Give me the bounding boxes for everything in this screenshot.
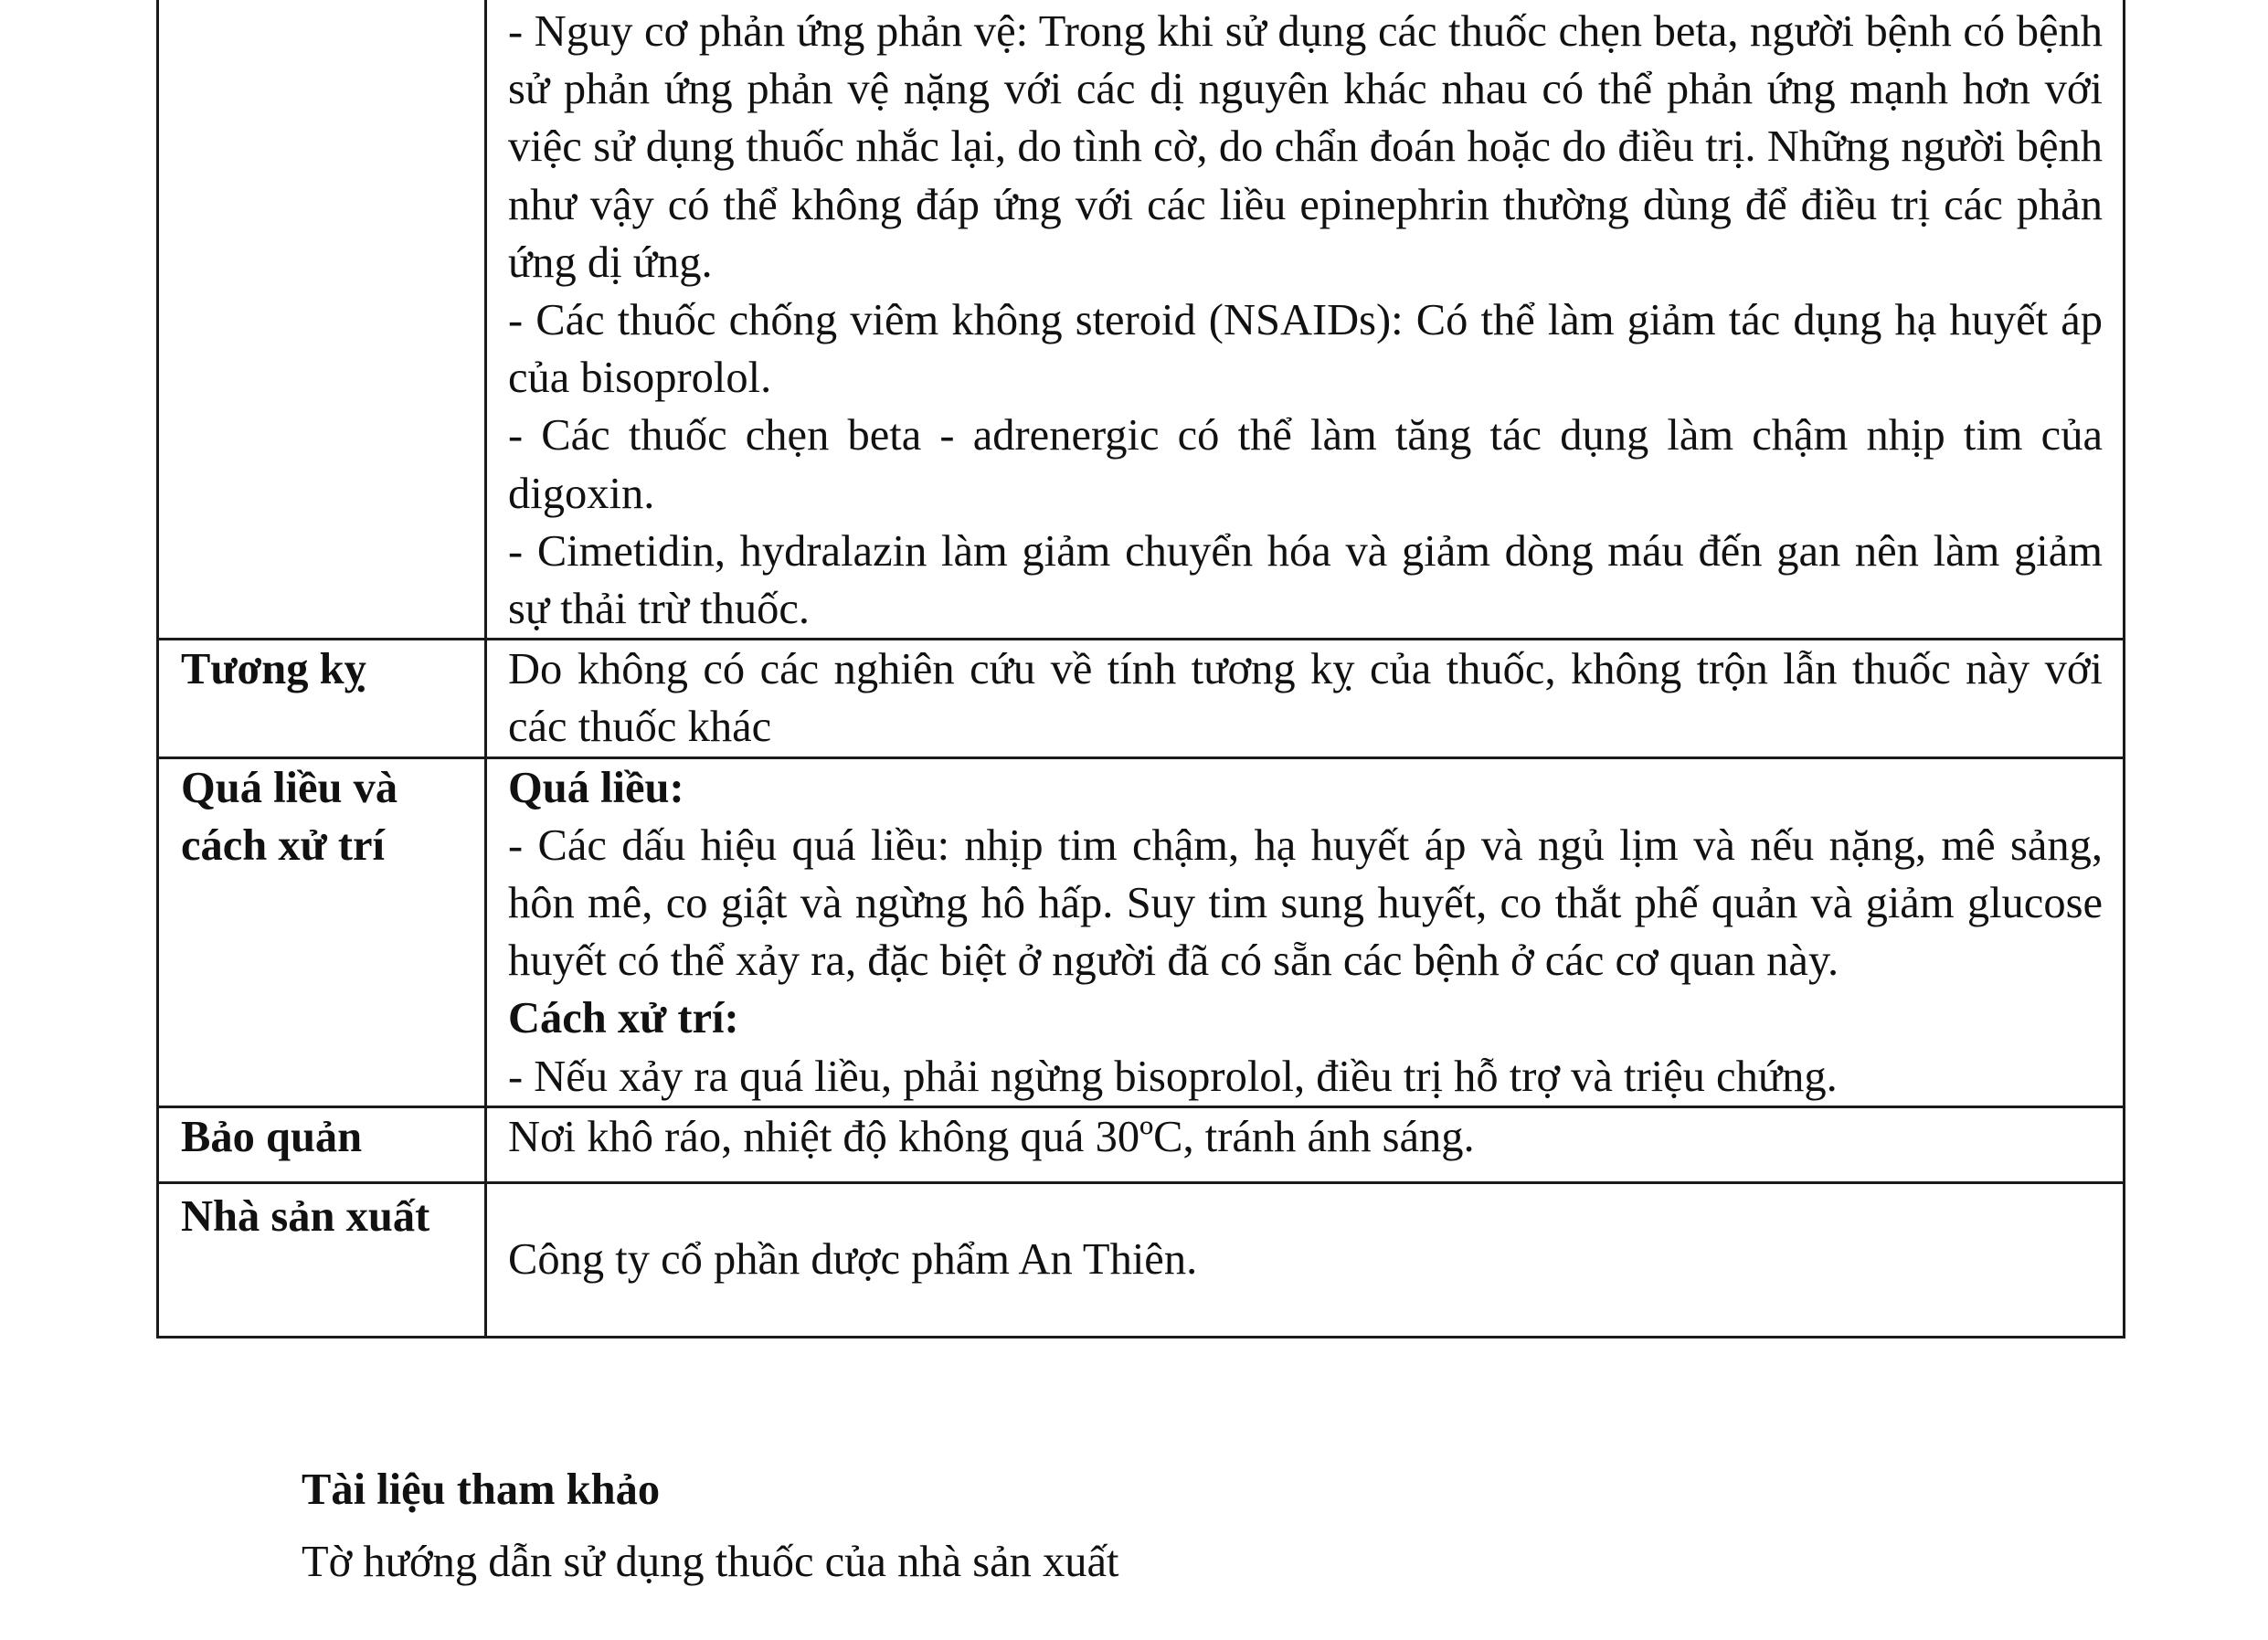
row-content-interactions xyxy=(486,0,2125,640)
overdose-heading-text: Quá liều: xyxy=(508,763,684,812)
references-section xyxy=(302,1461,1119,1591)
interaction-paragraph: - Nguy cơ phản ứng phản vệ: Trong khi sử dụng các thuốc chẹn beta, người bệnh có bệnh sử phản ứng phản vệ nặng với các dị nguyên khác nhau có thể phản ứng mạnh hơn với việc sử dụng thuốc nhắc lại, do tình cờ, do chẩn đoán hoặc do điều trị. Những người bệnh như vậy có thể không đáp ứng với các liều epinephrin thường dùng để điều trị các phản ứng dị ứng. xyxy=(508,7,2103,287)
row-content-storage xyxy=(486,1106,2125,1182)
row-content-manufacturer xyxy=(486,1182,2125,1337)
row-label-empty xyxy=(158,0,486,640)
table-row-incompatibility xyxy=(158,640,2125,757)
incompatibility-text: Do không có các nghiên cứu về tính tương kỵ của thuốc, không trộn lẫn thuốc này với các thuốc khác xyxy=(508,645,2103,752)
table-row-manufacturer xyxy=(158,1182,2125,1337)
overdose-signs-text: - Các dấu hiệu quá liều: nhịp tim chậm, hạ huyết áp và ngủ lịm và nếu nặng, mê sảng, hôn mê, co giật và ngừng hô hấp. Suy tim sung huyết, co thắt phế quản và giảm glucose huyết có thể xảy ra, đặc biệt ở người đã có sẵn các bệnh ở các cơ quan này. xyxy=(508,820,2103,986)
row-label-incompatibility: Tương kỵ xyxy=(158,640,486,757)
treatment-heading xyxy=(508,989,2103,1047)
treatment-text: - Nếu xảy ra quá liều, phải ngừng bisoprolol, điều trị hỗ trợ và triệu chứng. xyxy=(508,1052,1838,1101)
drug-info-table xyxy=(156,0,2125,1338)
table-row-overdose xyxy=(158,757,2125,1106)
storage-text: Nơi khô ráo, nhiệt độ không quá 30ºC, tránh ánh sáng. xyxy=(508,1112,1475,1161)
row-content-overdose xyxy=(486,757,2125,1106)
row-label-storage: Bảo quản xyxy=(158,1106,486,1182)
table-row-storage xyxy=(158,1106,2125,1182)
treatment-heading-text: Cách xử trí: xyxy=(508,994,739,1043)
row-content-incompatibility xyxy=(486,640,2125,757)
references-title: Tài liệu tham khảo xyxy=(302,1465,661,1514)
row-label-overdose: Quá liều và cách xử trí xyxy=(158,757,486,1106)
interaction-paragraph: - Các thuốc chống viêm không steroid (NSAIDs): Có thể làm giảm tác dụng hạ huyết áp của bisoprolol. xyxy=(508,296,2103,403)
table-row-interactions xyxy=(158,0,2125,640)
interaction-paragraph: - Các thuốc chẹn beta - adrenergic có thể làm tăng tác dụng làm chậm nhịp tim của digoxin. xyxy=(508,411,2103,518)
overdose-heading xyxy=(508,759,2103,817)
row-label-manufacturer: Nhà sản xuất xyxy=(158,1182,486,1337)
manufacturer-text: Công ty cổ phần dược phẩm An Thiên. xyxy=(508,1235,1198,1285)
interaction-paragraph: - Cimetidin, hydralazin làm giảm chuyển hóa và giảm dòng máu đến gan nên làm giảm sự thải trừ thuốc. xyxy=(508,526,2103,634)
references-text: Tờ hướng dẫn sử dụng thuốc của nhà sản xuất xyxy=(302,1538,1119,1586)
